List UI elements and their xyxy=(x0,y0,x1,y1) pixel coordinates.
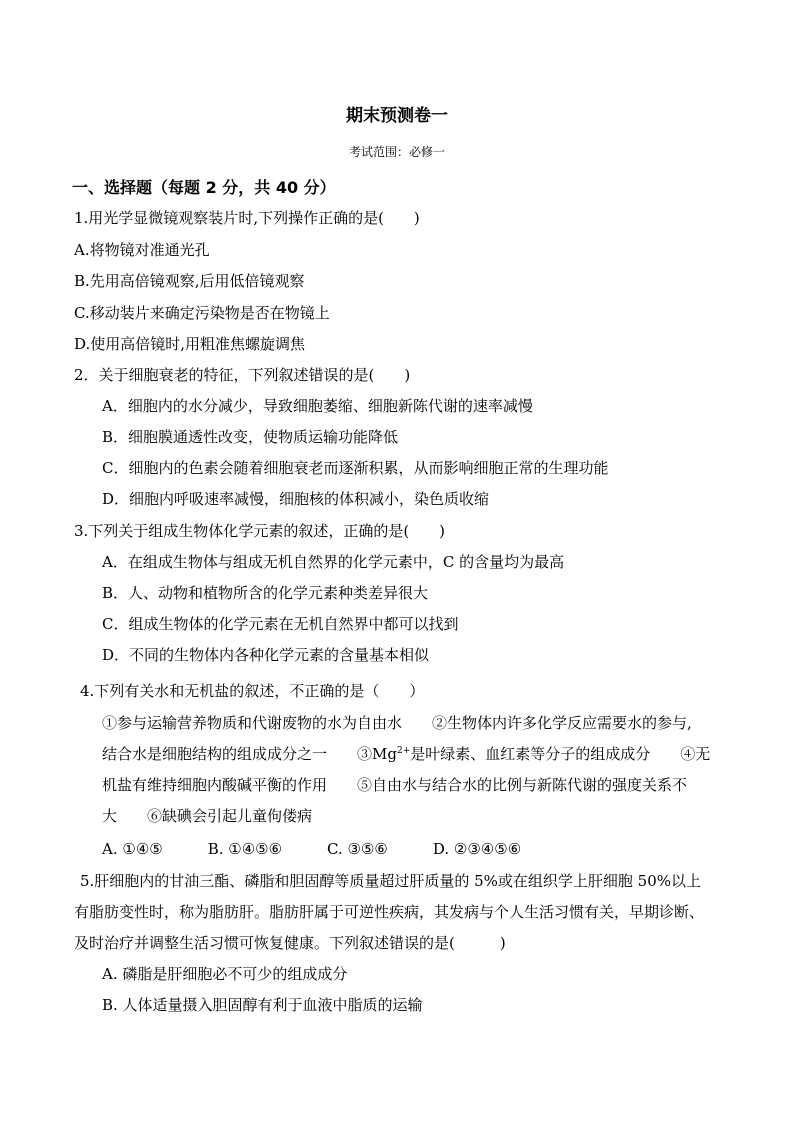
question-4-text: 结合水是细胞结构的组成成分之一 ③Mg xyxy=(102,745,397,763)
question-5-option-a: A. 磷脂是肝细胞必不可少的组成成分 xyxy=(102,965,348,983)
question-2-option-a: A．细胞内的水分减少，导致细胞萎缩、细胞新陈代谢的速率减慢 xyxy=(102,397,533,415)
question-4-statement-line xyxy=(102,743,710,765)
question-2-option-d: D．细胞内呼吸速率减慢，细胞核的体积减小，染色质收缩 xyxy=(102,490,490,508)
question-1-option-d: D.使用高倍镜时,用粗准焦螺旋调焦 xyxy=(74,335,306,353)
question-4-choices: A. ①④⑤ B. ①④⑤⑥ C. ③⑤⑥ D. ②③④⑤⑥ xyxy=(102,840,522,858)
question-1-option-b: B.先用高倍镜观察,后用低倍镜观察 xyxy=(74,272,305,290)
question-3-option-a: A．在组成生物体与组成无机自然界的化学元素中，C 的含量均为最高 xyxy=(102,553,565,571)
question-5-stem-line: 5.肝细胞内的甘油三酯、磷脂和胆固醇等质量超过肝质量的 5%或在组织学上肝细胞 50%以上 xyxy=(80,872,701,890)
question-1-option-c: C.移动装片来确定污染物是否在物镜上 xyxy=(74,304,330,322)
question-1-option-a: A.将物镜对准通光孔 xyxy=(74,241,210,259)
question-5-option-b: B. 人体适量摄入胆固醇有利于血液中脂质的运输 xyxy=(102,996,423,1014)
question-2-option-b: B．细胞膜通透性改变，使物质运输功能降低 xyxy=(102,428,399,446)
section-heading: 一、选择题（每题 2 分，共 40 分） xyxy=(72,178,336,197)
question-2-option-c: C．细胞内的色素会随着细胞衰老而逐渐积累，从而影响细胞正常的生理功能 xyxy=(102,459,609,477)
question-5-stem-line: 及时治疗并调整生活习惯可恢复健康。下列叙述错误的是( ) xyxy=(74,934,506,952)
question-4-statement-line: 大 ⑥缺碘会引起儿童佝偻病 xyxy=(102,807,313,825)
question-1-stem: 1.用光学显微镜观察装片时,下列操作正确的是( ) xyxy=(74,209,420,227)
page-title: 期末预测卷一 xyxy=(346,106,448,126)
question-4-stem: 4.下列有关水和无机盐的叙述，不正确的是（ ） xyxy=(80,682,425,700)
magnesium-charge-superscript: 2+ xyxy=(396,746,411,756)
question-3-option-d: D．不同的生物体内各种化学元素的含量基本相似 xyxy=(102,646,430,664)
exam-scope: 考试范围：必修一 xyxy=(348,145,445,159)
question-4-text: 是叶绿素、血红素等分子的组成成分 ④无 xyxy=(410,745,711,763)
question-3-option-c: C．组成生物体的化学元素在无机自然界中都可以找到 xyxy=(102,615,459,633)
question-3-stem: 3.下列关于组成生物体化学元素的叙述，正确的是( ) xyxy=(74,522,446,540)
question-4-statement-line: 机盐有维持细胞内酸碱平衡的作用 ⑤自由水与结合水的比例与新陈代谢的强度关系不 xyxy=(102,776,688,794)
question-2-stem: 2．关于细胞衰老的特征，下列叙述错误的是( ) xyxy=(74,366,411,384)
question-5-stem-line: 有脂肪变性时，称为脂肪肝。脂肪肝属于可逆性疾病，其发病与个人生活习惯有关，早期诊断、 xyxy=(74,903,705,921)
question-3-option-b: B．人、动物和植物所含的化学元素种类差异很大 xyxy=(102,584,429,602)
question-4-statement-line: ①参与运输营养物质和代谢废物的水为自由水 ②生物体内许多化学反应需要水的参与, xyxy=(102,714,692,732)
